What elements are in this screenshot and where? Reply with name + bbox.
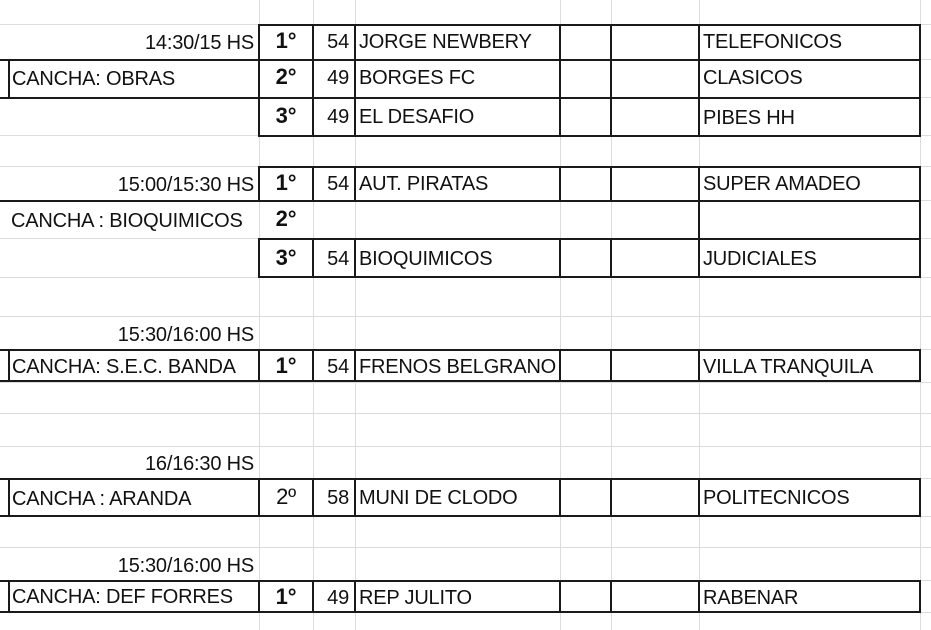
opponent-cell: JUDICIALES (703, 248, 817, 270)
rank-cell: 1° (275, 584, 297, 609)
opponent-cell: SUPER AMADEO (703, 173, 861, 195)
venue-label: CANCHA: DEF FORRES (12, 586, 233, 608)
code-cell: 54 (327, 173, 349, 195)
team-cell: EL DESAFIO (359, 106, 475, 128)
team-cell: BORGES FC (359, 67, 475, 89)
opponent-cell: PIBES HH (703, 107, 795, 129)
venue-label: CANCHA: OBRAS (12, 68, 175, 90)
opponent-cell: TELEFONICOS (703, 31, 842, 53)
time-slot: 16/16:30 HS (145, 453, 254, 475)
time-slot: 14:30/15 HS (145, 32, 254, 54)
rank-cell: 2° (275, 64, 297, 89)
rank-cell: 1° (275, 170, 297, 195)
opponent-cell: CLASICOS (703, 67, 803, 89)
rank-cell: 1° (275, 28, 297, 53)
opponent-cell: VILLA TRANQUILA (703, 356, 874, 378)
venue-label: CANCHA: S.E.C. BANDA (12, 356, 236, 378)
code-cell: 49 (327, 67, 349, 89)
rank-cell: 1° (275, 353, 297, 378)
code-cell: 54 (327, 356, 349, 378)
code-cell: 54 (327, 248, 349, 270)
code-cell: 49 (327, 106, 349, 128)
code-cell: 49 (327, 587, 349, 609)
venue-label: CANCHA : BIOQUIMICOS (11, 210, 243, 232)
time-slot: 15:30/16:00 HS (117, 324, 254, 346)
rank-cell: 2º (276, 484, 296, 509)
time-slot: 15:00/15:30 HS (117, 174, 254, 196)
rank-cell: 3° (275, 103, 297, 128)
team-cell: REP JULITO (359, 587, 472, 609)
code-cell: 58 (327, 487, 349, 509)
rank-cell: 3° (275, 245, 297, 270)
time-slot: 15:30/16:00 HS (117, 555, 254, 577)
team-cell: AUT. PIRATAS (359, 173, 489, 195)
opponent-cell: RABENAR (703, 587, 799, 609)
team-cell: BIOQUIMICOS (359, 248, 493, 270)
team-cell: JORGE NEWBERY (359, 31, 532, 53)
rank-cell: 2° (275, 206, 297, 231)
code-cell: 54 (327, 31, 349, 53)
team-cell: FRENOS BELGRANO (359, 356, 557, 378)
opponent-cell: POLITECNICOS (703, 487, 850, 509)
team-cell: MUNI DE CLODO (359, 487, 518, 509)
venue-label: CANCHA : ARANDA (12, 488, 192, 510)
